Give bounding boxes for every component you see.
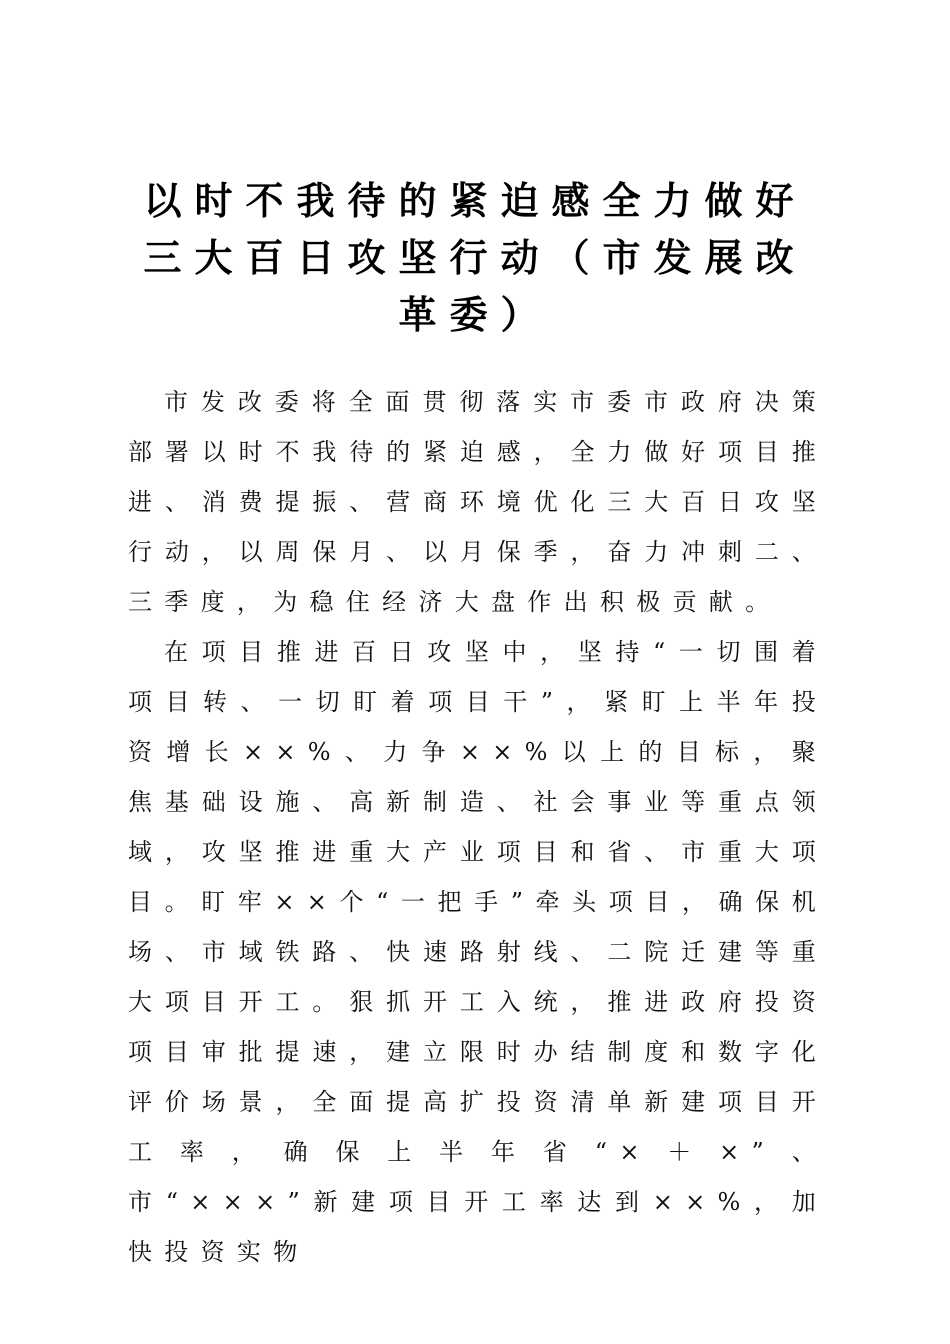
paragraph-1: 市发改委将全面贯彻落实市委市政府决策部署以时不我待的紧迫感，全力做好项目推进、消费提振、营商环境优化三大百日攻坚行动，以周保月、以月保季，奋力冲刺二、三季度，为稳住经济大盘作出积极贡献。 xyxy=(128,388,828,616)
paragraph-2: 在项目推进百日攻坚中，坚持“一切围着项目转、一切盯着项目干”，紧盯上半年投资增长××%、力争××%以上的目标，聚焦基础设施、高新制造、社会事业等重点领域，攻坚推进重大产业项目和省、市重大项目。盯牢××个“一把手”牵头项目，确保机场、市域铁路、快速路射线、二院迁建等重大项目开工。狠抓开工入统，推进政府投资项目审批提速，建立限时办结制度和数字化评价场景，全面提高扩投资清单新建项目开工率，确保上半年省“×＋×”、市“×××”新建项目开工率达到××%，加快投资实物 xyxy=(128,638,828,1266)
document-body xyxy=(128,377,828,1277)
document-title: 以时不我待的紧迫感全力做好三大百日攻坚行动（市发展改革委） xyxy=(143,178,807,337)
